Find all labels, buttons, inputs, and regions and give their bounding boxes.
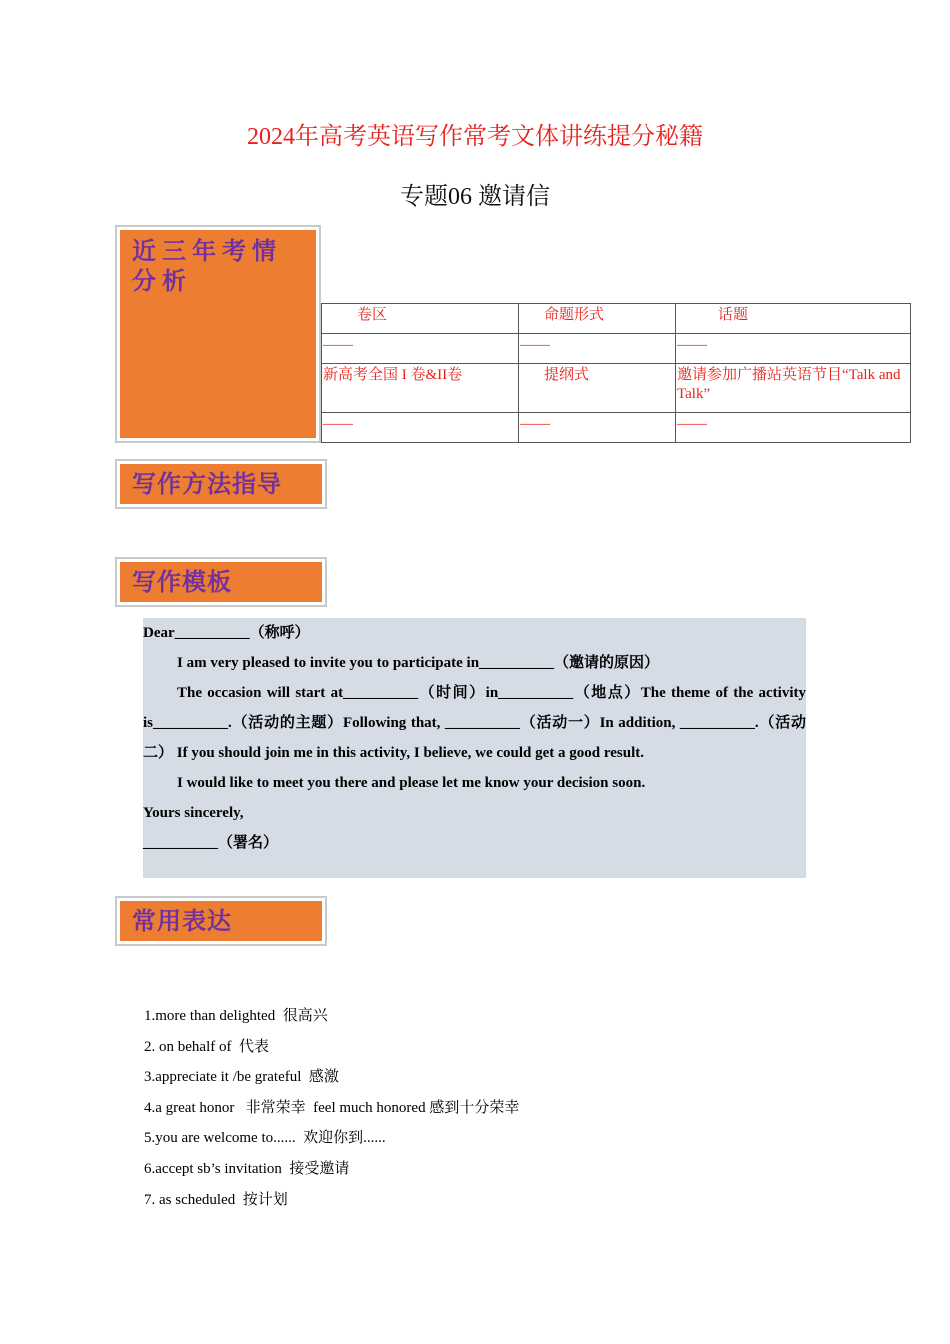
expression-list — [144, 1001, 519, 1215]
list-item: 4.a great honor 非常荣幸 feel much honored 感到十分荣幸 — [144, 1099, 520, 1116]
section-badge-template — [120, 562, 322, 602]
table-header-row — [322, 304, 911, 334]
section-badge-analysis — [120, 230, 316, 438]
list-item: 2. on behalf of 代表 — [144, 1038, 269, 1055]
template-paragraph: The occasion will start at__________（时间）in__________（地点）The theme of the activity is__________.（活动的主题）Following that, __________（活动一）In addition, __________.（活动二） If you should join me in this activity, I believe, we could get a good result. — [143, 685, 806, 761]
list-item: 6.accept sb’s invitation 接受邀请 — [144, 1160, 350, 1177]
table-cell: —— — [519, 413, 676, 443]
section-label-template: 写作模板 — [132, 568, 232, 596]
section-badge-method — [120, 464, 322, 504]
template-paragraph: I would like to meet you there and please let me know your decision soon. — [177, 775, 646, 791]
template-paragraph: I am very pleased to invite you to participate in__________（邀请的原因） — [177, 655, 660, 671]
document-subtitle: 专题06 邀请信 — [400, 184, 550, 210]
list-item: 5.you are welcome to...... 欢迎你到...... — [144, 1130, 386, 1147]
table-row — [322, 364, 911, 413]
table-header-cell: 卷区 — [322, 304, 519, 334]
table-cell: —— — [519, 334, 676, 364]
table-cell: —— — [322, 413, 519, 443]
table-cell: 提纲式 — [519, 364, 676, 413]
list-item: 1.more than delighted 很高兴 — [144, 1008, 328, 1024]
section-label-expressions: 常用表达 — [132, 907, 232, 935]
table-cell: —— — [676, 334, 911, 364]
section-label-analysis: 近三年考情分析 — [132, 237, 282, 295]
table-header-cell: 话题 — [676, 304, 911, 334]
table-row — [322, 334, 911, 364]
table-cell: —— — [322, 334, 519, 364]
table-cell: 新高考全国 I 卷&II卷 — [322, 364, 519, 413]
template-closing: Yours sincerely, — [143, 805, 244, 821]
list-item: 7. as scheduled 按计划 — [144, 1191, 288, 1208]
template-salutation: Dear__________（称呼） — [143, 625, 310, 641]
table-cell: 邀请参加广播站英语节目“Talk and Talk” — [676, 364, 911, 413]
list-item: 3.appreciate it /be grateful 感激 — [144, 1069, 339, 1086]
letter-template-box — [143, 618, 806, 878]
exam-analysis-table — [321, 303, 911, 443]
section-label-method: 写作方法指导 — [132, 470, 282, 498]
section-badge-expressions — [120, 901, 322, 941]
table-row — [322, 413, 911, 443]
template-signature: __________（署名） — [143, 835, 279, 851]
table-header-cell: 命题形式 — [519, 304, 676, 334]
table-cell: —— — [676, 413, 911, 443]
document-title: 2024年高考英语写作常考文体讲练提分秘籍 — [247, 124, 703, 150]
